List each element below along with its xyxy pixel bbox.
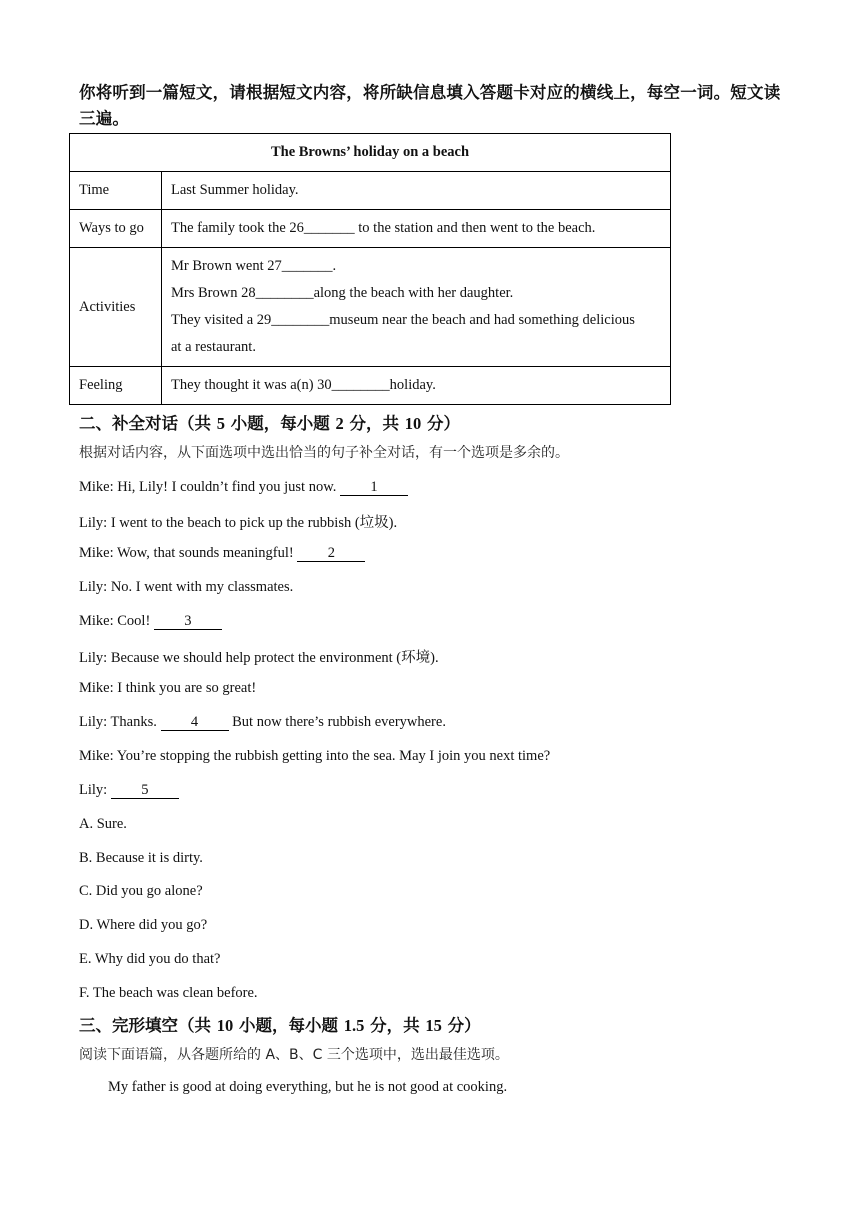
row-value-activities [162, 248, 671, 367]
heading-text: 小题，每小题 [230, 414, 330, 433]
activity-line: They visited a 29________museum near the beach and had something delicious [171, 312, 635, 328]
dialogue-text: Mike: Cool! [79, 613, 154, 629]
section2-instruction: 根据对话内容，从下面选项中选出恰当的句子补全对话，有一个选项是多余的。 [79, 445, 569, 461]
dialogue-text: Lily: [79, 782, 111, 798]
dialogue-text: But now there’s rubbish everywhere. [228, 714, 446, 730]
heading-total: 15 [425, 1016, 442, 1035]
activity-line: at a restaurant. [171, 339, 256, 355]
answer-blank: 3 [154, 614, 222, 630]
heading-count: 10 [216, 1016, 234, 1035]
table-row [70, 367, 671, 405]
heading-text: 分） [427, 414, 460, 433]
dialogue-text: Lily: Thanks. [79, 714, 161, 730]
row-value-ways: The family took the 26_______ to the station and then went to the beach. [162, 210, 671, 248]
section2-heading [79, 410, 460, 434]
option-item: C. Did you go alone? [79, 883, 203, 899]
browns-holiday-table [69, 133, 671, 405]
table-row [70, 248, 671, 367]
heading-text: 分，共 [370, 1016, 420, 1035]
row-label-time: Time [70, 172, 162, 210]
section3-instruction: 阅读下面语篇，从各题所给的 A、B、C 三个选项中，选出最佳选项。 [79, 1047, 509, 1063]
option-item: E. Why did you do that? [79, 951, 221, 967]
heading-text: 分） [447, 1016, 481, 1035]
row-label-feeling: Feeling [70, 367, 162, 405]
table-caption-row [70, 134, 671, 172]
dialogue-line [79, 613, 222, 630]
dialogue-line: Lily: I went to the beach to pick up the rubbish (垃圾). [79, 515, 398, 531]
table-caption: The Browns’ holiday on a beach [70, 134, 671, 172]
dialogue-line: Lily: Because we should help protect the environment (环境). [79, 650, 439, 666]
row-value-feeling: They thought it was a(n) 30________holiday. [162, 367, 671, 405]
activity-line: Mr Brown went 27_______. [171, 258, 337, 274]
dialogue-line [79, 545, 365, 562]
option-item: F. The beach was clean before. [79, 985, 258, 1001]
option-item: A. Sure. [79, 816, 127, 832]
heading-text: 三、完形填空（共 [79, 1016, 211, 1035]
dialogue-line: Mike: I think you are so great! [79, 680, 257, 696]
activity-line: Mrs Brown 28________along the beach with her daughter. [171, 285, 514, 301]
heading-points: 2 [335, 414, 344, 433]
heading-text: 分，共 [349, 414, 399, 433]
dialogue-text: Mike: Wow, that sounds meaningful! [79, 545, 298, 561]
dialogue-line [79, 479, 408, 496]
answer-blank: 4 [161, 715, 229, 731]
heading-count: 5 [216, 414, 225, 433]
answer-blank: 5 [111, 783, 179, 799]
dialogue-line [79, 782, 179, 799]
row-label-activities: Activities [70, 248, 162, 367]
heading-text: 二、补全对话（共 [79, 414, 211, 433]
listening-instruction: 你将听到一篇短文，请根据短文内容，将所缺信息填入答题卡对应的横线上，每空一词。短文读三遍。 [79, 83, 781, 128]
cloze-passage: My father is good at doing everything, but he is not good at cooking. [108, 1079, 508, 1095]
section3-heading [79, 1012, 481, 1036]
option-item: B. Because it is dirty. [79, 850, 203, 866]
dialogue-line: Mike: You’re stopping the rubbish getting into the sea. May I join you next time? [79, 748, 551, 764]
heading-text: 小题，每小题 [239, 1016, 338, 1035]
table-row [70, 172, 671, 210]
answer-blank: 2 [297, 546, 365, 562]
heading-points: 1.5 [343, 1016, 365, 1035]
answer-blank: 1 [340, 480, 408, 496]
dialogue-text: Mike: Hi, Lily! I couldn’t find you just now. [79, 479, 340, 495]
row-label-ways: Ways to go [70, 210, 162, 248]
heading-total: 10 [404, 414, 422, 433]
table-row [70, 210, 671, 248]
option-item: D. Where did you go? [79, 917, 208, 933]
row-value-time: Last Summer holiday. [162, 172, 671, 210]
dialogue-line [79, 714, 446, 731]
dialogue-line: Lily: No. I went with my classmates. [79, 579, 294, 595]
